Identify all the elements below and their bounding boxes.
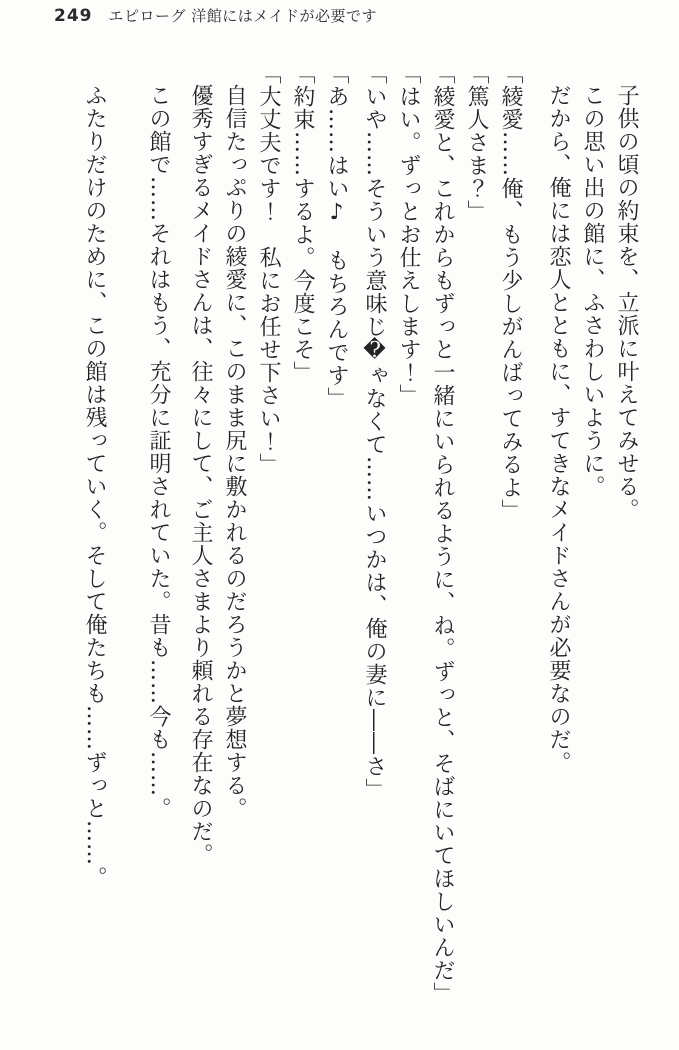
text-line: 「いや……そういう意味じ�ゃなくて……いつかは、俺の妻に――さ」 <box>362 62 387 801</box>
text-line: 「大丈夫です！ 私にお任せ下さい！」 <box>256 62 281 476</box>
text-line: 子供の頃の約束を、立派に叶えてみせる。 <box>614 84 639 521</box>
text-line: だから、俺には恋人とともに、すてきなメイドさんが必要なのだ。 <box>546 84 571 774</box>
text-line: 「約束……するよ。今度こそ」 <box>290 62 315 384</box>
text-line: ふたりだけのために、この館は残っていく。そして俺たちも……ずっと……。 <box>82 84 107 889</box>
text-line: 「綾愛と、これからもずっと一緒にいられるように、ね。ずっと、そばにいてほしいんだ」 <box>430 62 455 1005</box>
text-line: 「綾愛……俺、もう少しがんばってみるよ」 <box>498 62 523 522</box>
text-line: 「はい。ずっとお仕えします！」 <box>396 62 421 407</box>
text-line: 「あ……はい♪ もちろんです」 <box>324 62 349 410</box>
text-line: この館で……それはもう、充分に証明されていた。昔も……今も……。 <box>146 84 171 820</box>
text-line: この思い出の館に、ふさわしいように。 <box>580 84 605 498</box>
body-text <box>77 62 643 1014</box>
running-head <box>54 5 377 26</box>
text-line: 自信たっぷりの綾愛に、このまま尻に敷かれるのだろうかと夢想する。 <box>222 84 247 820</box>
chapter-title: エピローグ 洋館にはメイドが必要です <box>108 7 377 25</box>
text-line: 優秀すぎるメイドさんは、往々にして、ご主人さまより頼れる存在なのだ。 <box>188 84 213 866</box>
page-number: 249 <box>54 6 93 26</box>
text-line: 「篤人さま？」 <box>464 62 489 223</box>
